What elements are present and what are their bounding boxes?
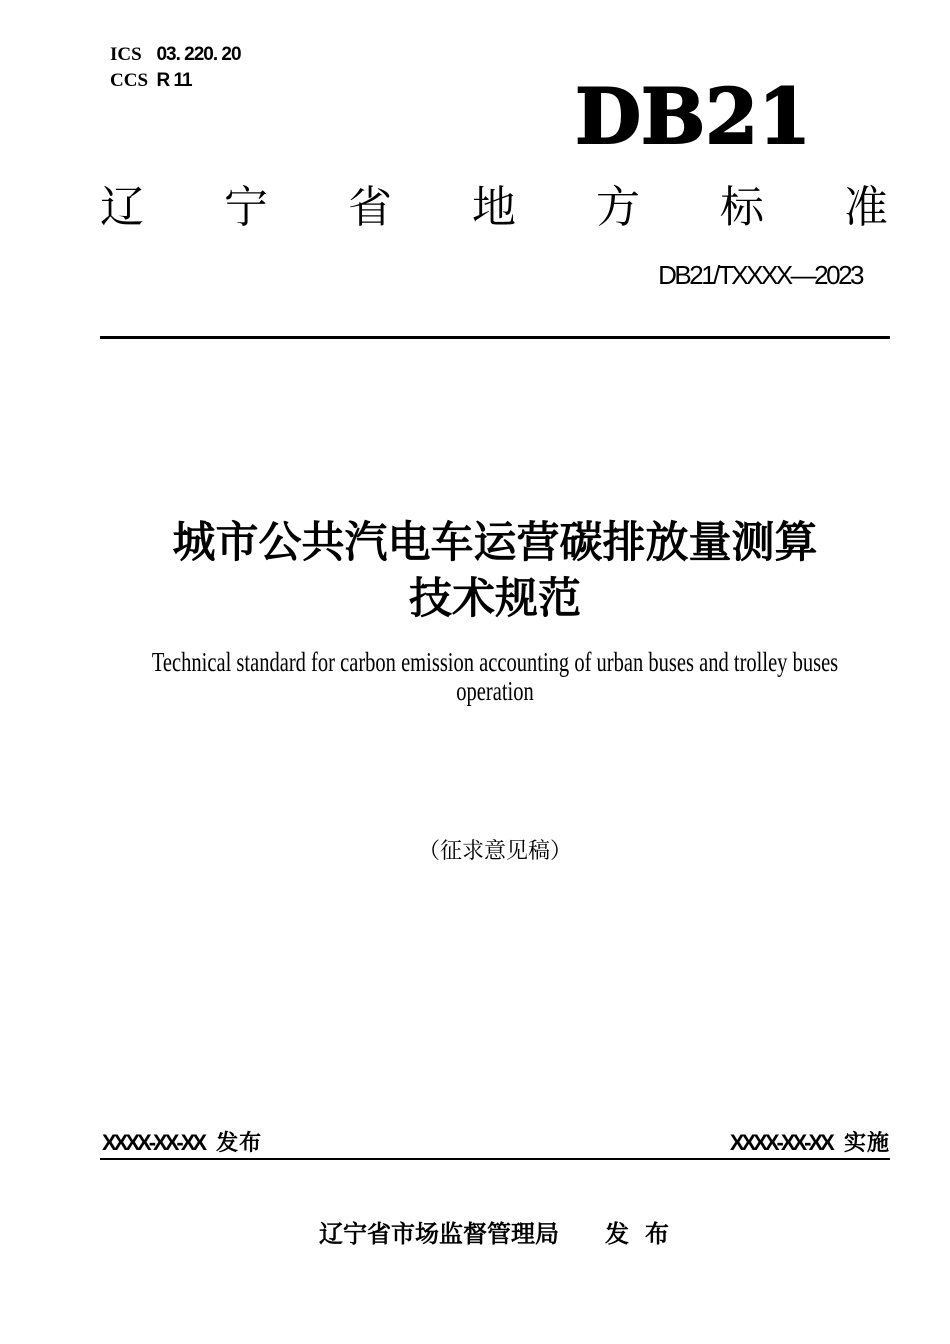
ics-label: ICS: [110, 44, 142, 65]
title-english-line1: Technical standard for carbon emission accounting of urban buses and trolley buses: [151, 647, 839, 677]
standard-name-justified: [100, 184, 888, 232]
standard-name-char: 标: [720, 183, 764, 232]
implementation-date: XXXX-XX-XX: [729, 1130, 832, 1155]
footer-rule: [100, 1158, 890, 1160]
classification-codes: [110, 44, 241, 96]
ccs-code-row: [110, 70, 241, 96]
ics-value: 03. 220. 20: [156, 44, 241, 65]
standard-name-char: 省: [348, 183, 392, 232]
implementation-date-group: [730, 1128, 890, 1158]
issue-date-group: [102, 1128, 262, 1158]
title-english-line2: operation: [456, 676, 534, 706]
header-rule: [100, 336, 890, 339]
title-english: [149, 648, 841, 706]
publisher-row: [40, 1218, 950, 1252]
publisher-name: 辽宁省市场监督管理局: [319, 1221, 559, 1248]
title-chinese: [40, 515, 950, 627]
draft-note: （征求意见稿）: [417, 838, 572, 863]
document-number: DB21/TXXXX—2023: [658, 260, 862, 290]
ccs-label: CCS: [110, 70, 149, 91]
standard-name-char: 宁: [224, 183, 268, 232]
issue-label: 发布: [216, 1130, 263, 1155]
ccs-value: R 11: [156, 70, 192, 91]
implementation-label: 实施: [843, 1130, 890, 1155]
standard-name-char: 方: [596, 183, 640, 232]
dates-row: [102, 1128, 890, 1158]
db21-logo: DB21: [575, 72, 811, 161]
issue-date: XXXX-XX-XX: [102, 1130, 205, 1155]
standard-name-char: 准: [844, 183, 888, 232]
ics-code-row: [110, 44, 241, 70]
publish-label: 发 布: [605, 1221, 671, 1248]
standard-name-char: 辽: [100, 183, 144, 232]
title-chinese-line1: 城市公共汽电车运营碳排放量测算: [172, 519, 818, 567]
title-chinese-line2: 技术规范: [409, 575, 581, 623]
standard-name-char: 地: [472, 183, 516, 232]
